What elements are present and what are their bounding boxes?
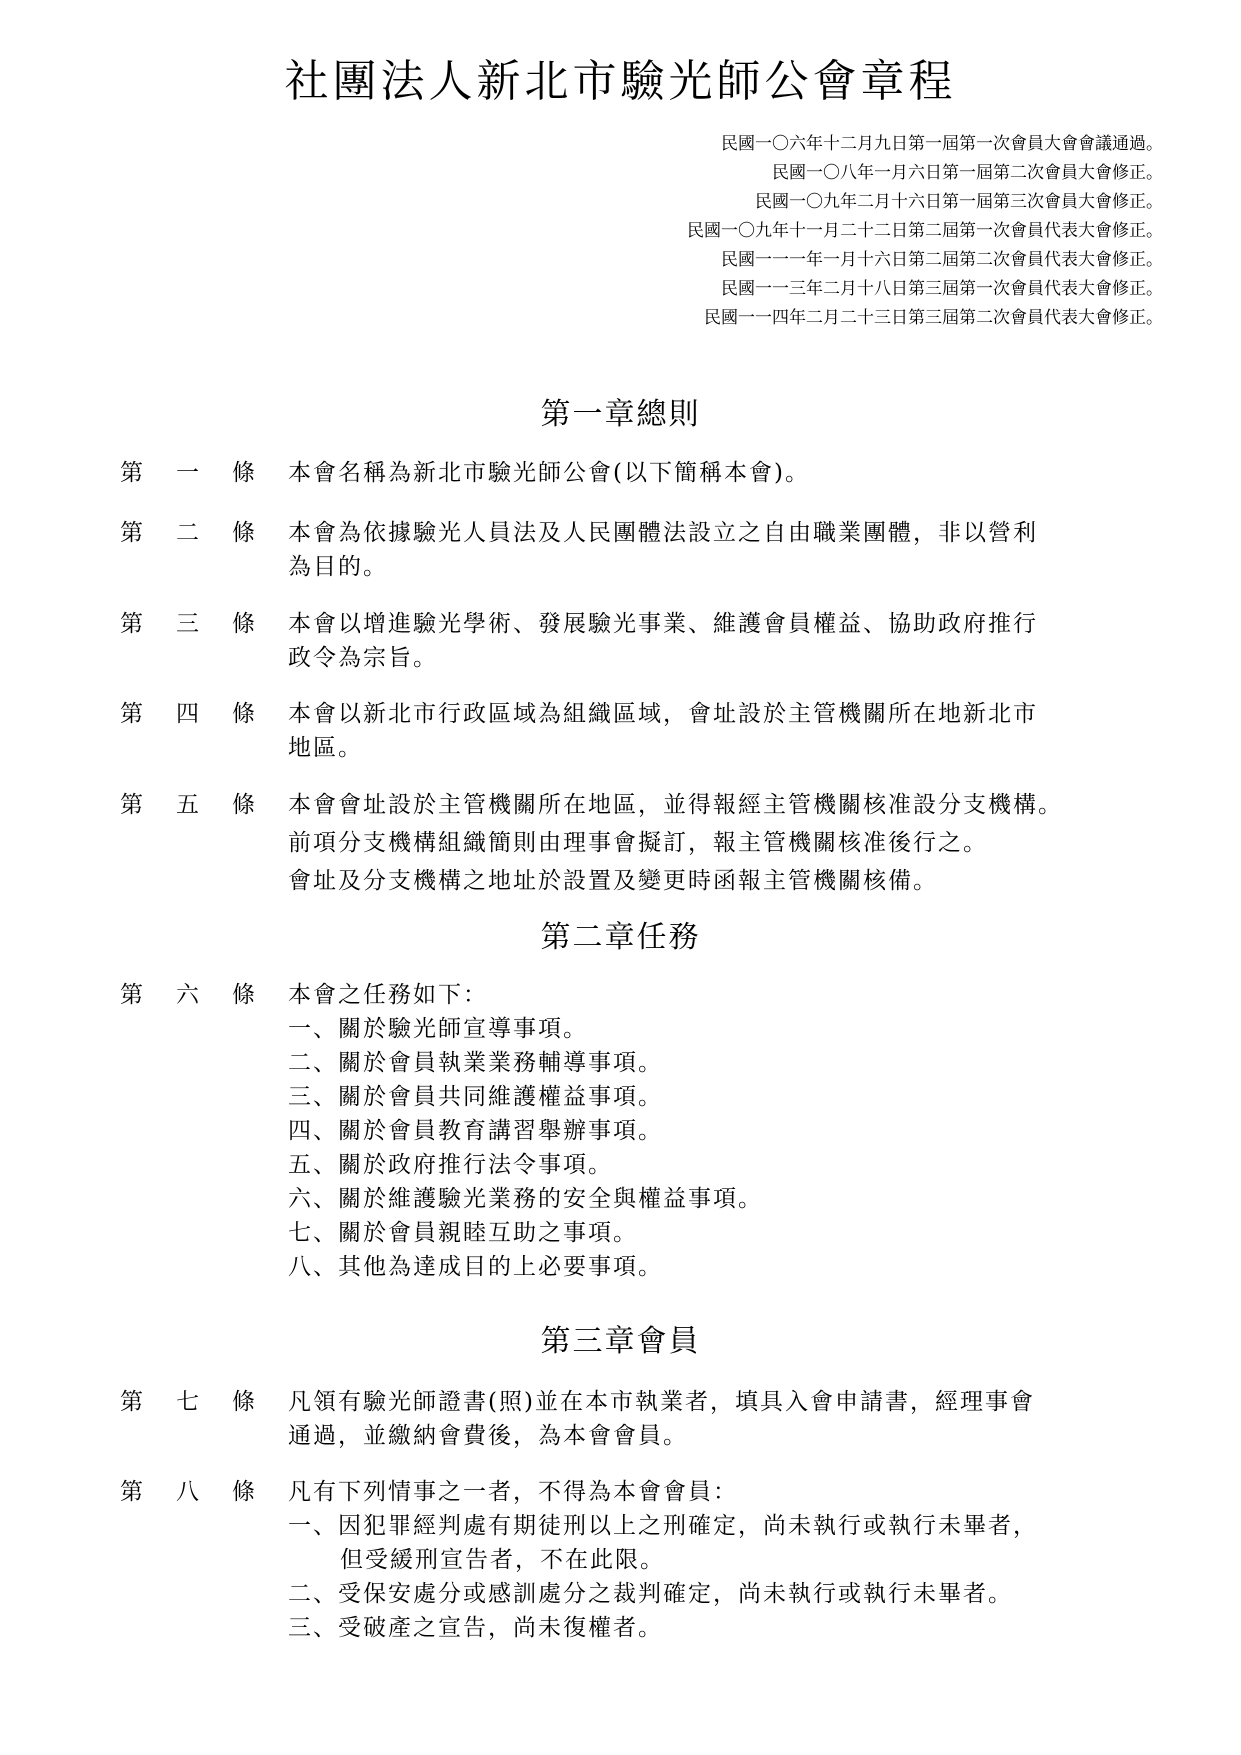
article-body	[288, 697, 1108, 765]
article-line: 前項分支機構組織簡則由理事會擬訂，報主管機關核准後行之。	[288, 830, 988, 856]
article-line: 本會會址設於主管機關所在地區，並得報經主管機關核准設分支機構。	[288, 792, 1063, 818]
document-title: 社團法人新北市驗光師公會章程	[284, 56, 957, 107]
article-line: 通過，並繳納會費後，為本會會員。	[288, 1423, 688, 1449]
article-number: 二	[176, 520, 199, 546]
article-label	[120, 978, 260, 1012]
list-item: 七、關於會員親睦互助之事項。	[288, 1220, 638, 1246]
history-line: 民國一〇九年二月十六日第一屆第三次會員大會修正。	[755, 192, 1163, 212]
article-number: 一	[176, 460, 199, 486]
article-1	[120, 456, 1120, 490]
chapter-heading: 第一章總則	[540, 397, 701, 432]
article-label	[120, 1385, 260, 1419]
article-line: 為目的。	[288, 554, 388, 580]
history-line: 民國一〇九年十一月二十二日第二屆第一次會員代表大會修正。	[687, 221, 1163, 241]
article-line: 凡領有驗光師證書(照)並在本市執業者，填具入會申請書，經理事會	[288, 1389, 1035, 1415]
article-number: 八	[176, 1479, 199, 1505]
article-body	[288, 516, 1108, 584]
article-4	[120, 697, 1120, 765]
article-prefix: 第	[120, 982, 143, 1008]
article-label	[120, 516, 260, 550]
article-label	[120, 697, 260, 731]
article-7	[120, 1385, 1120, 1453]
article-suffix: 條	[232, 1389, 255, 1415]
list-item-continuation: 但受緩刑宣告者，不在此限。	[340, 1547, 665, 1573]
article-prefix: 第	[120, 611, 143, 637]
article-body	[288, 788, 1108, 898]
article-prefix: 第	[120, 520, 143, 546]
article-suffix: 條	[232, 792, 255, 818]
article-body	[288, 978, 1108, 1284]
history-line: 民國一一三年二月十八日第三屆第一次會員代表大會修正。	[721, 279, 1163, 299]
article-suffix: 條	[232, 982, 255, 1008]
article-line: 凡有下列情事之一者，不得為本會會員：	[288, 1479, 738, 1505]
article-line: 本會為依據驗光人員法及人民團體法設立之自由職業團體，非以營利	[288, 520, 1038, 546]
article-number: 五	[176, 792, 199, 818]
article-line: 地區。	[288, 735, 363, 761]
list-item: 三、關於會員共同維護權益事項。	[288, 1084, 663, 1110]
chapter-heading: 第二章任務	[540, 920, 701, 955]
article-8	[120, 1475, 1120, 1645]
list-item: 二、關於會員執業業務輔導事項。	[288, 1050, 663, 1076]
history-line: 民國一一一年一月十六日第二屆第二次會員代表大會修正。	[721, 250, 1163, 270]
list-item: 五、關於政府推行法令事項。	[288, 1152, 613, 1178]
article-number: 四	[176, 701, 199, 727]
article-line: 本會名稱為新北市驗光師公會(以下簡稱本會)。	[288, 460, 810, 486]
article-body	[288, 456, 1108, 490]
article-suffix: 條	[232, 611, 255, 637]
list-item: 八、其他為達成目的上必要事項。	[288, 1254, 663, 1280]
list-item: 四、關於會員教育講習舉辦事項。	[288, 1118, 663, 1144]
article-line: 本會以新北市行政區域為組織區域，會址設於主管機關所在地新北市	[288, 701, 1038, 727]
chapter-heading: 第三章會員	[540, 1324, 701, 1359]
article-suffix: 條	[232, 520, 255, 546]
article-label	[120, 1475, 260, 1509]
amendment-history	[363, 130, 1163, 333]
article-line: 本會之任務如下：	[288, 982, 488, 1008]
history-line: 民國一〇六年十二月九日第一屆第一次會員大會會議通過。	[721, 134, 1163, 154]
article-line: 本會以增進驗光學術、發展驗光事業、維護會員權益、協助政府推行	[288, 611, 1038, 637]
article-line: 政令為宗旨。	[288, 645, 438, 671]
article-3	[120, 607, 1120, 675]
list-item: 一、因犯罪經判處有期徒刑以上之刑確定，尚未執行或執行未畢者，	[288, 1513, 1038, 1539]
article-5	[120, 788, 1120, 898]
article-6	[120, 978, 1120, 1284]
history-line: 民國一〇八年一月六日第一屆第二次會員大會修正。	[772, 163, 1163, 183]
article-prefix: 第	[120, 792, 143, 818]
article-prefix: 第	[120, 701, 143, 727]
article-suffix: 條	[232, 701, 255, 727]
list-item: 三、受破產之宣告，尚未復權者。	[288, 1615, 663, 1641]
article-suffix: 條	[232, 460, 255, 486]
article-body	[288, 607, 1108, 675]
list-item: 一、關於驗光師宣導事項。	[288, 1016, 588, 1042]
article-prefix: 第	[120, 1389, 143, 1415]
article-2	[120, 516, 1120, 584]
article-body	[288, 1385, 1108, 1453]
article-label	[120, 607, 260, 641]
list-item: 六、關於維護驗光業務的安全與權益事項。	[288, 1186, 763, 1212]
article-prefix: 第	[120, 1479, 143, 1505]
article-label	[120, 788, 260, 822]
list-item: 二、受保安處分或感訓處分之裁判確定，尚未執行或執行未畢者。	[288, 1581, 1013, 1607]
history-line: 民國一一四年二月二十三日第三屆第二次會員代表大會修正。	[704, 308, 1163, 328]
article-body	[288, 1475, 1108, 1645]
article-number: 七	[176, 1389, 199, 1415]
article-line: 會址及分支機構之地址於設置及變更時函報主管機關核備。	[288, 868, 938, 894]
article-number: 三	[176, 611, 199, 637]
article-prefix: 第	[120, 460, 143, 486]
article-number: 六	[176, 982, 199, 1008]
article-suffix: 條	[232, 1479, 255, 1505]
article-label	[120, 456, 260, 490]
